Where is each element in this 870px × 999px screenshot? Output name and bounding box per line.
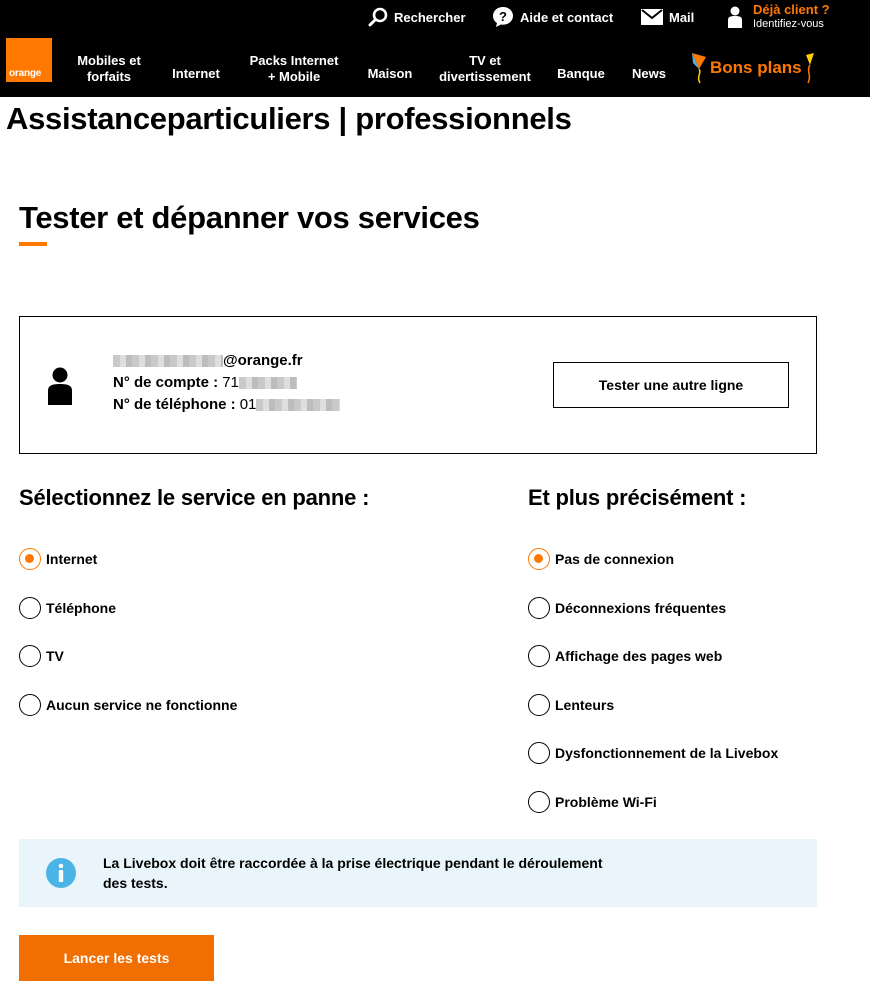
nav-mobiles-forfaits[interactable]: Mobiles et forfaits — [77, 53, 141, 84]
nav-news[interactable]: News — [632, 66, 666, 81]
orange-logo[interactable] — [6, 38, 52, 82]
radio-label[interactable]: Problème Wi-Fi — [555, 793, 657, 810]
blurred-phone-number — [256, 399, 340, 411]
search-label: Rechercher — [394, 9, 466, 25]
search-icon — [368, 7, 388, 27]
blurred-email-user — [113, 355, 223, 367]
phone-number-line — [113, 394, 340, 416]
radio-web-pages-display[interactable] — [528, 645, 778, 694]
nav-maison[interactable]: Maison — [367, 66, 413, 81]
bons-plans-link[interactable] — [690, 50, 816, 86]
account-number-line — [113, 372, 340, 394]
services-title: Sélectionnez le service en panne : — [19, 485, 370, 510]
radio-wifi-problem[interactable] — [528, 791, 778, 840]
phone-number-label: N° de téléphone : — [113, 396, 236, 413]
radio-label[interactable]: Affichage des pages web — [555, 648, 723, 664]
search-link[interactable] — [368, 0, 466, 34]
account-number-prefix: 71 — [222, 374, 239, 391]
account-number-label: N° de compte : — [113, 374, 219, 391]
page-title: Assistanceparticuliers | professionnels — [6, 101, 572, 136]
mail-icon — [641, 9, 663, 25]
info-icon — [46, 858, 76, 888]
radio-button[interactable] — [528, 645, 550, 667]
account-email — [113, 350, 340, 372]
section-title: Tester et dépanner vos services — [19, 200, 480, 235]
radio-button[interactable] — [528, 791, 550, 813]
bons-plans-label: Bons plans — [710, 58, 802, 77]
info-text: La Livebox doit être raccordée à la prise électrique pendant le déroulement des tests. — [103, 855, 603, 891]
account-box — [19, 316, 817, 454]
radio-frequent-disconnections[interactable] — [528, 597, 778, 646]
nav-banque[interactable]: Banque — [557, 66, 605, 81]
radio-label[interactable]: Pas de connexion — [555, 551, 675, 567]
nav-tv-divertissement[interactable]: TV et divertissement — [439, 53, 531, 84]
radio-telephone[interactable] — [19, 597, 237, 646]
radio-no-service[interactable] — [19, 694, 237, 743]
nav-packs-internet-mobile[interactable]: Packs Internet + Mobile — [249, 53, 339, 84]
radio-button[interactable] — [19, 597, 41, 619]
kite-icon — [690, 51, 708, 85]
account-user-icon — [47, 367, 73, 405]
radio-livebox-malfunction[interactable] — [528, 742, 778, 791]
account-details — [113, 350, 340, 416]
mail-link[interactable] — [641, 0, 694, 34]
radio-no-connection[interactable] — [528, 548, 778, 597]
radio-button[interactable] — [528, 742, 550, 764]
site-header — [0, 0, 870, 97]
radio-internet[interactable] — [19, 548, 237, 597]
kite-tail-icon — [802, 51, 816, 85]
help-label: Aide et contact — [520, 9, 614, 25]
radio-label[interactable]: Téléphone — [46, 599, 117, 616]
radio-button[interactable] — [19, 645, 41, 667]
radio-tv[interactable] — [19, 645, 237, 694]
radio-button[interactable] — [19, 694, 41, 716]
identify-label: Identifiez-vous — [753, 18, 824, 30]
blurred-account-number — [239, 377, 297, 389]
logo-text: orange — [9, 68, 42, 79]
radio-button[interactable] — [19, 548, 41, 570]
info-message — [19, 839, 817, 907]
login-link[interactable] — [727, 0, 830, 34]
user-icon — [727, 6, 743, 28]
already-client-label: Déjà client ? — [753, 2, 830, 17]
help-bubble-icon — [492, 6, 514, 28]
radio-label[interactable]: TV — [46, 648, 64, 664]
details-title: Et plus précisément : — [528, 485, 747, 510]
radio-slowness[interactable] — [528, 694, 778, 743]
service-radio-group — [19, 548, 237, 742]
top-bar — [0, 0, 870, 34]
nav-internet[interactable]: Internet — [172, 66, 220, 81]
mail-label: Mail — [669, 9, 695, 25]
email-domain: @orange.fr — [223, 352, 303, 369]
radio-button[interactable] — [528, 597, 550, 619]
radio-label[interactable]: Dysfonctionnement de la Livebox — [555, 745, 779, 761]
radio-label[interactable]: Lenteurs — [555, 696, 615, 713]
svg-text:?: ? — [499, 9, 507, 24]
radio-label[interactable]: Internet — [46, 551, 98, 567]
radio-button[interactable] — [528, 694, 550, 716]
title-underline — [19, 242, 47, 246]
radio-button[interactable] — [528, 548, 550, 570]
radio-label[interactable]: Déconnexions fréquentes — [555, 599, 727, 616]
test-other-line-button[interactable]: Tester une autre ligne — [553, 362, 789, 408]
help-contact-link[interactable] — [492, 0, 613, 34]
phone-number-prefix: 01 — [239, 396, 257, 413]
run-tests-button[interactable]: Lancer les tests — [19, 935, 214, 981]
detail-radio-group — [528, 548, 778, 839]
radio-label[interactable]: Aucun service ne fonctionne — [46, 696, 238, 713]
